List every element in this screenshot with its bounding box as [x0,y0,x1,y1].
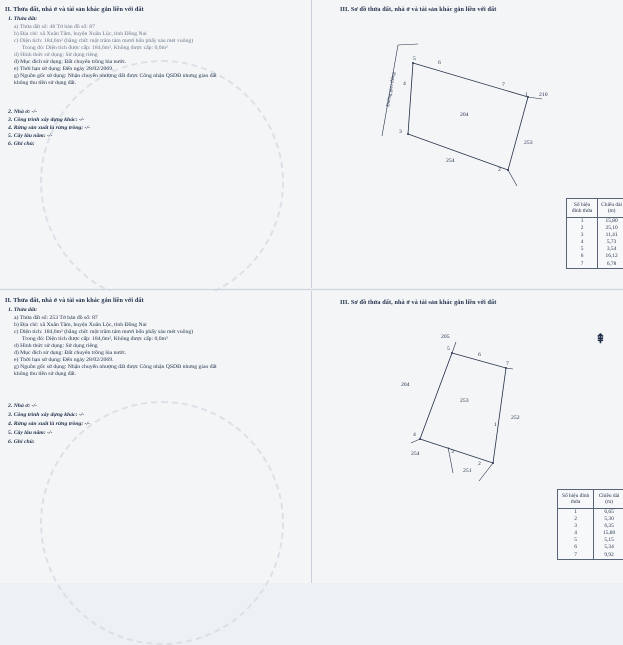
top-table-col-vertex: Số hiệu đỉnh thửa [567,199,598,218]
bottom-line-2: b) Địa chỉ: xã Xuân Tâm, huyện Xuân Lộc, tỉnh Đồng Nai [14,322,147,328]
top-line-8: g) Nguồn gốc sử dụng: Nhận chuyển nhượng đất được Công nhận QSDĐ nhưng giao đất [14,73,217,79]
bottom-line-3: c) Diện tích: 184,6m² (bằng chữ: một trăm tám mươi bốn phẩy sáu mét vuông) [14,329,194,335]
top-line-14: 6. Ghi chú: [8,141,35,147]
top-line-10: 2. Nhà ở: -/- [8,109,37,115]
bottom-vertex-6: 6 [478,352,481,358]
bottom-vertex-5: 5 [447,346,450,352]
top-neighbor-210: 210 [539,92,548,98]
bottom-parcel-diagram-panel [312,291,623,583]
bottom-left-section-title: II. Thửa đất, nhà ở và tài sản khác gắn liền với đất [5,297,144,304]
bottom-vertex-4: 4 [413,432,416,438]
bottom-vertex-7: 7 [506,361,509,367]
top-vertex-1: 1 [525,92,528,98]
bottom-line-11: 3. Công trình xây dựng khác: -/- [8,412,85,418]
bottom-parcel-outline [420,353,506,463]
bottom-line-10: 2. Nhà ở: -/- [8,403,37,409]
bottom-line-4: Trong đó: Diện tích được cấp: 184,6m², Không được cấp: 0,0m² [22,336,168,342]
north-arrow-icon: ⇞ [595,331,606,346]
bottom-line-1: a) Thửa đất số: 253 Tờ bản đồ số: 87 [14,315,98,321]
bottom-line-13: 5. Cây lâu năm: -/- [8,430,53,436]
bottom-right-section-title: III. Sơ đồ thửa đất, nhà ở và tài sản khác gắn liền với đất [340,299,497,306]
top-line-3: c) Diện tích: 184,6m² (bằng chữ: một trăm tám mươi bốn phẩy sáu mét vuông) [14,38,194,44]
top-line-13: 5. Cây lâu năm: -/- [8,133,53,139]
top-vertex-5: 5 [413,56,416,62]
bottom-parcel-label: 253 [460,398,469,404]
bottom-neighbor-205: 205 [441,334,450,340]
bottom-neighbor-251: 251 [463,468,472,474]
top-right-section-title: III. Sơ đồ thửa đất, nhà ở và tài sản khác gắn liền với đất [340,6,497,13]
top-vertex-4: 4 [403,81,406,87]
top-table-lengths: 15,80 25,10 11,41 5,73 3,54 16,12 6,78 [598,218,623,269]
drum-watermark [40,401,284,645]
bottom-vertex-1: 1 [494,422,497,428]
bottom-table-col-length: Chiều dài (m) [594,490,623,509]
bottom-table-lengths: 6,65 5,30 6,35 15,80 5,15 5,34 9,92 [594,509,623,560]
bottom-neighbor-204: 204 [401,382,410,388]
top-line-1: a) Thửa đất số: 48 Tờ bản đồ số: 87 [14,24,95,30]
bottom-vertex-length-table [557,489,623,560]
top-line-11: 3. Công trình xây dựng khác: -/- [8,117,85,123]
top-left-section-title: II. Thửa đất, nhà ở và tài sản khác gắn liền với đất [5,6,144,13]
top-road-edge-2 [398,44,418,45]
top-line-12: 4. Rừng sản xuất là rừng trồng: -/- [8,125,91,131]
top-table-ids: 1 2 3 4 5 6 7 [567,218,598,269]
bottom-line-5: d) Hình thức sử dụng: Sử dụng riêng [14,343,98,349]
top-vertex-2: 2 [498,167,501,173]
top-parcel-diagram-panel [312,0,623,288]
top-line-9: không thu tiền sử dụng đất. [14,80,77,86]
top-vertex-length-table [566,198,623,269]
drum-watermark [40,60,284,304]
bottom-land-info-panel [0,291,312,583]
top-line-0: 1. Thửa đất: [8,16,38,22]
bottom-line-7: e) Thời hạn sử dụng: Đến ngày 28/02/2069. [14,357,114,363]
bottom-line-0: 1. Thửa đất: [8,307,38,313]
bottom-vertex-3: 3 [451,449,454,455]
top-line-7: e) Thời hạn sử dụng: Đến ngày 28/02/2069. [14,66,114,72]
top-table-col-length: Chiều dài (m) [598,199,623,218]
bottom-line-8: g) Nguồn gốc sử dụng: Nhận chuyển nhượng đất được Công nhận QSDĐ nhưng giao đất [14,364,217,370]
bottom-neighbor-252: 252 [511,415,520,421]
top-vertex-7: 7 [502,82,505,88]
top-line-6: đ) Mục đích sử dụng: Đất chuyên trồng lúa nước. [14,59,127,65]
top-vertex-3: 3 [399,129,402,135]
top-land-info-panel [0,0,312,288]
top-line-2: b) Địa chỉ: xã Xuân Tâm, huyện Xuân Lộc, tỉnh Đồng Nai [14,31,147,37]
bottom-line-14: 6. Ghi chú: [8,439,35,445]
bottom-line-12: 4. Rừng sản xuất là rừng trồng: -/- [8,421,91,427]
top-line-5: d) Hình thức sử dụng: Sử dụng riêng [14,52,98,58]
top-line-4: Trong đó: Diện tích được cấp: 184,6m², Không được cấp: 0,0m² [22,45,168,51]
bottom-table-col-vertex: Số hiệu đỉnh thửa [558,490,594,509]
top-road-label: Đường giao thông [385,71,397,108]
top-parcel-label: 204 [460,112,469,118]
top-neighbor-254: 254 [446,158,455,164]
bottom-table-ids: 1 2 3 4 5 6 7 [558,509,594,560]
top-neighbor-253: 253 [524,140,533,146]
top-boundary-ext-2 [508,170,517,186]
bottom-vertex-2: 2 [478,461,481,467]
bottom-line-9: không thu tiền sử dụng đất. [14,371,77,377]
bottom-line-6: đ) Mục đích sử dụng: Đất chuyên trồng lúa nước. [14,350,127,356]
bottom-neighbor-254: 254 [411,451,420,457]
half-divider [0,289,623,290]
top-vertex-6: 6 [438,60,441,66]
